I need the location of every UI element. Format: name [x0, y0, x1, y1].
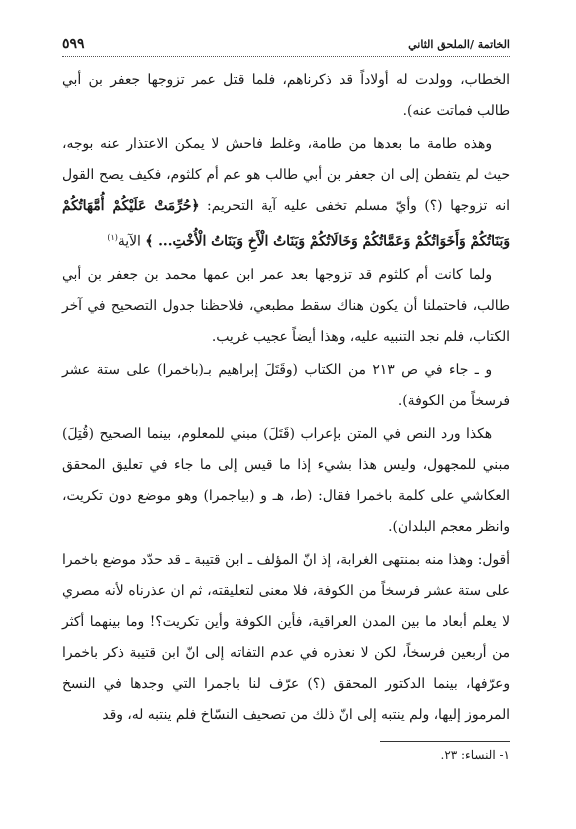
footnote-divider: [380, 741, 510, 742]
paragraph-5: هكذا ورد النص في المتن بإعراب (قَتَلَ) مبني للمعلوم، بينما الصحيح (قُتِلَ) مبني للمجهول، وليس هذا بشيء إذا ما قيس إلى ما جاء في تعليق المحقق العكاشي على كلمة باخمرا فقال: (ط، هـ و (بياجمرا) وهو موضع دون تكريت، وانظر معجم البلدان).: [62, 425, 510, 535]
header-section-title: الخاتمة /الملحق الثاني: [408, 38, 510, 51]
paragraph-2: [62, 129, 510, 258]
paragraph-2-text: وهذه طامة ما بعدها من طامة، وغلط فاحش لا يمكن الاعتذار عنه بوجه، حيث لم يتفطن إلى ان جعفر بن أبي طالب هو عم أم كلثوم، فكيف يصح القول انه تزوجها (؟) وأيّ مسلم تخفى عليه آية التحريم:: [62, 136, 510, 214]
running-header: [62, 36, 510, 57]
quran-verse: ﴿حُرِّمَتْ عَلَيْكُمْ أُمَّهَاتُكُمْ وَبَنَاتُكُمْ وَأَخَوَاتُكُمْ وَعَمَّاتُكُمْ وَخَالَاتُكُمْ وَبَنَاتُ الْأَخِ وَبَنَاتُ الْأُخْتِ... ﴾: [62, 198, 510, 250]
paragraph-6: أقول: وهذا منه بمنتهى الغرابة، إذ انّ المؤلف ـ ابن قتيبة ـ قد حدّد موضع باخمرا على ستة عشر فرسخاً من الكوفة، فلا معنى لتعليقته، ثم ان عذرناه لأنه مصري لا يعلم أبعاد ما بين المدن العراقية، فأين الكوفة وأين تكريت؟! وما بينهما أكثر من أربعين فرسخاً، لكن لا نعذره في عدم التفاته إلى انّ ابن قتيبة ذكر باخمرا وعرّفها، بينما الدكتور المحقق (؟) عرّف لنا باجمرا التي وجدها في النسخ المرموز إليها، ولم ينتبه إلى انّ ذلك من تصحيف النسّاخ فلم ينتبه له، وقد: [62, 551, 510, 723]
paragraph-3: ولما كانت أم كلثوم قد تزوجها بعد عمر ابن عمها محمد بن جعفر بن أبي طالب، فاحتملنا أن يكون هناك سقط مطبعي، فلاحظنا جدول التصحيح في آخر الكتاب، فلم نجد التنبيه عليه، وهذا أيضاً عجيب غريب.: [62, 266, 510, 345]
paragraph-1: الخطاب، وولدت له أولاداً قد ذكرناهم، فلما قتل عمر تزوجها جعفر بن أبي طالب فماتت عنه).: [62, 72, 510, 119]
body-text: [62, 65, 510, 731]
paragraph-4: و ـ جاء في ص ٢١٣ من الكتاب (وقَتَلَ إبراهيم بـ(باخمرا) على ستة عشر فرسخاً من الكوفة).: [62, 361, 510, 409]
page-number: ٥٩٩: [62, 36, 85, 52]
paragraph-2-tail: الآية: [117, 233, 146, 250]
footnote-ref: (١): [107, 233, 118, 242]
document-page: [62, 36, 510, 764]
footnote-1: ١- النساء: ٢٣.: [440, 747, 510, 762]
